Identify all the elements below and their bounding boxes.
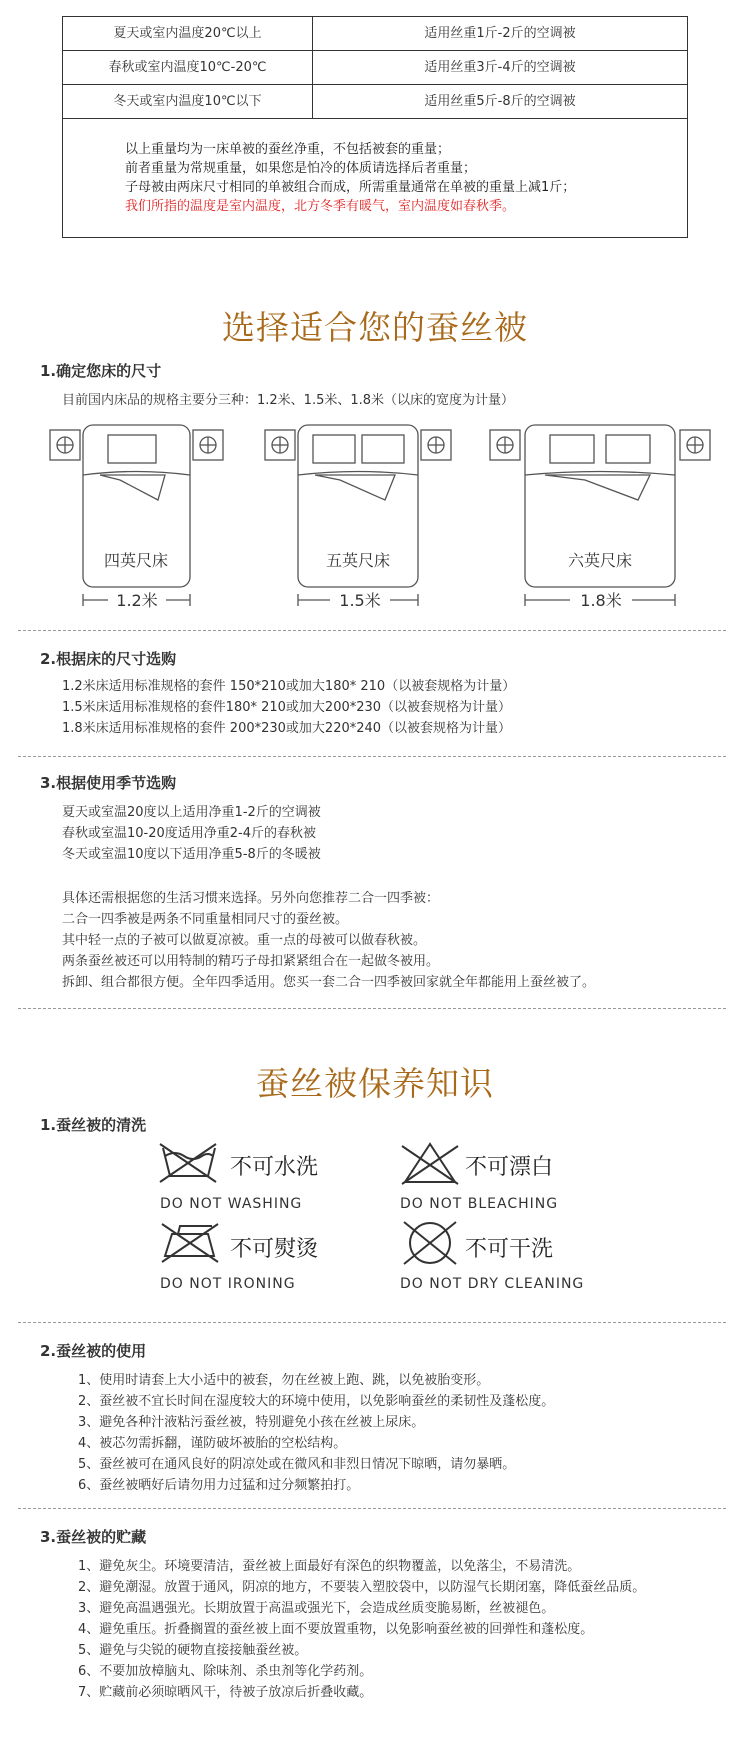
table-notes (125, 140, 575, 216)
list-item: 1.5米床适用标准规格的套件180* 210或加大200*230（以被套规格为计量） (62, 700, 512, 715)
bed-width-1: 1.2米 (116, 591, 158, 610)
list-item: 春秋或室温10-20度适用净重2-4斤的春秋被 (62, 826, 317, 841)
list-item: 2、避免潮湿。放置于通风，阴凉的地方，不要装入塑胶袋中，以防湿气长期闭塞，降低蚕丝品质。 (78, 1580, 646, 1595)
list-item: 拆卸、组合都很方便。全年四季适用。您买一套二合一四季被回家就全年都能用上蚕丝被了。 (62, 975, 596, 990)
season-extra (62, 888, 595, 993)
list-item: 1.8米床适用标准规格的套件 200*230或加大220*240（以被套规格为计量） (62, 721, 512, 736)
care-label-cn: 不可干洗 (465, 1237, 554, 1262)
table-row (63, 51, 687, 85)
bed-label-3: 六英尺床 (567, 551, 633, 570)
subheading-bed-size: 1.确定您床的尺寸 (40, 362, 162, 380)
note-line: 前者重量为常规重量，如果您是怕冷的体质请选择后者重量； (125, 161, 477, 176)
by-season-list (62, 802, 321, 865)
subheading-cleaning: 1.蚕丝被的清洗 (40, 1116, 147, 1134)
list-item: 6、不要加放樟脑丸、除味剂、杀虫剂等化学药剂。 (78, 1664, 373, 1679)
no-bleaching-icon (402, 1144, 458, 1184)
divider (18, 1008, 726, 1009)
list-item: 1.2米床适用标准规格的套件 150*210或加大180* 210（以被套规格为计量） (62, 679, 516, 694)
no-dry-cleaning-icon (404, 1222, 456, 1264)
list-item: 2、蚕丝被不宜长时间在湿度较大的环境中使用，以免影响蚕丝的柔韧性及蓬松度。 (78, 1394, 555, 1409)
table-cell-recommendation: 适用丝重3斤-4斤的空调被 (424, 60, 576, 75)
subheading-by-season: 3.根据使用季节选购 (40, 774, 177, 792)
care-label-en: DO NOT IRONING (160, 1276, 296, 1292)
note-red-line: 我们所指的温度是室内温度，北方冬季有暖气，室内温度如春秋季。 (125, 199, 516, 214)
list-item: 4、避免重压。折叠搁置的蚕丝被上面不要放置重物，以免影响蚕丝被的回弹性和蓬松度。 (78, 1622, 594, 1637)
care-label-en: DO NOT WASHING (160, 1196, 303, 1212)
bed-diagrams (0, 420, 750, 620)
note-line: 以上重量均为一床单被的蚕丝净重，不包括被套的重量； (125, 142, 451, 157)
list-item: 夏天或室温20度以上适用净重1-2斤的空调被 (62, 805, 321, 820)
bed-width-3: 1.8米 (580, 591, 622, 610)
table-cell-condition: 夏天或室内温度20℃以上 (63, 17, 313, 50)
divider (18, 1322, 726, 1323)
subheading-usage: 2.蚕丝被的使用 (40, 1342, 147, 1360)
list-item: 二合一四季被是两条不同重量相同尺寸的蚕丝被。 (62, 912, 349, 927)
bed-width-2: 1.5米 (339, 591, 381, 610)
divider (18, 756, 726, 757)
list-item: 3、避免各种汁液粘污蚕丝被，特别避免小孩在丝被上尿床。 (78, 1415, 425, 1430)
note-line: 子母被由两床尺寸相同的单被组合而成，所需重量通常在单被的重量上减1斤； (125, 180, 576, 195)
care-icons (0, 1138, 750, 1298)
list-item: 7、贮藏前必须晾晒风干，待被子放凉后折叠收藏。 (78, 1685, 373, 1700)
table-row (63, 85, 687, 119)
care-label-cn: 不可熨烫 (230, 1237, 319, 1262)
bed-size-desc: 目前国内床品的规格主要分三种：1.2米、1.5米、1.8米（以床的宽度为计量） (62, 393, 515, 408)
table-cell-recommendation: 适用丝重5斤-8斤的空调被 (424, 94, 576, 109)
list-item: 4、被芯勿需拆翻，谨防破坏被胎的空松结构。 (78, 1436, 347, 1451)
subheading-storage: 3.蚕丝被的贮藏 (40, 1528, 147, 1546)
list-item: 具体还需根据您的生活习惯来选择。另外向您推荐二合一四季被： (62, 891, 440, 906)
list-item: 其中轻一点的子被可以做夏凉被。重一点的母被可以做春秋被。 (62, 933, 427, 948)
bed-label-2: 五英尺床 (325, 551, 391, 570)
divider (18, 1508, 726, 1509)
bed-label-1: 四英尺床 (103, 551, 169, 570)
table-cell-condition: 春秋或室内温度10℃-20℃ (63, 51, 313, 84)
list-item: 1、使用时请套上大小适中的被套，勿在丝被上跑、跳，以免被胎变形。 (78, 1373, 490, 1388)
table-cell-condition: 冬天或室内温度10℃以下 (63, 85, 313, 118)
table-row (63, 17, 687, 51)
section-title-choose: 选择适合您的蚕丝被 (222, 308, 528, 347)
divider (18, 630, 726, 631)
care-label-cn: 不可漂白 (465, 1155, 554, 1180)
no-washing-icon (160, 1144, 216, 1182)
subheading-by-size: 2.根据床的尺寸选购 (40, 650, 177, 668)
list-item: 两条蚕丝被还可以用特制的精巧子母扣紧紧组合在一起做冬被用。 (62, 954, 440, 969)
no-ironing-icon (162, 1224, 218, 1262)
list-item: 3、避免高温遇强光。长期放置于高温或强光下，会造成丝质变脆易断，丝被褪色。 (78, 1601, 555, 1616)
list-item: 1、避免灰尘。环境要清洁，蚕丝被上面最好有深色的织物覆盖，以免落尘，不易清洗。 (78, 1559, 581, 1574)
table-cell-recommendation: 适用丝重1斤-2斤的空调被 (424, 26, 576, 41)
list-item: 6、蚕丝被晒好后请勿用力过猛和过分频繁拍打。 (78, 1478, 360, 1493)
list-item: 5、避免与尖锐的硬物直接接触蚕丝被。 (78, 1643, 308, 1658)
care-label-en: DO NOT BLEACHING (400, 1196, 559, 1212)
by-size-list (62, 676, 515, 739)
list-item: 5、蚕丝被可在通风良好的阴凉处或在微风和非烈日情况下晾晒，请勿暴晒。 (78, 1457, 516, 1472)
care-label-en: DO NOT DRY CLEANING (400, 1276, 585, 1292)
storage-list (78, 1556, 645, 1703)
section-title-care: 蚕丝被保养知识 (256, 1064, 494, 1103)
care-label-cn: 不可水洗 (230, 1155, 319, 1180)
usage-list (78, 1370, 554, 1496)
list-item: 冬天或室温10度以下适用净重5-8斤的冬暖被 (62, 847, 321, 862)
